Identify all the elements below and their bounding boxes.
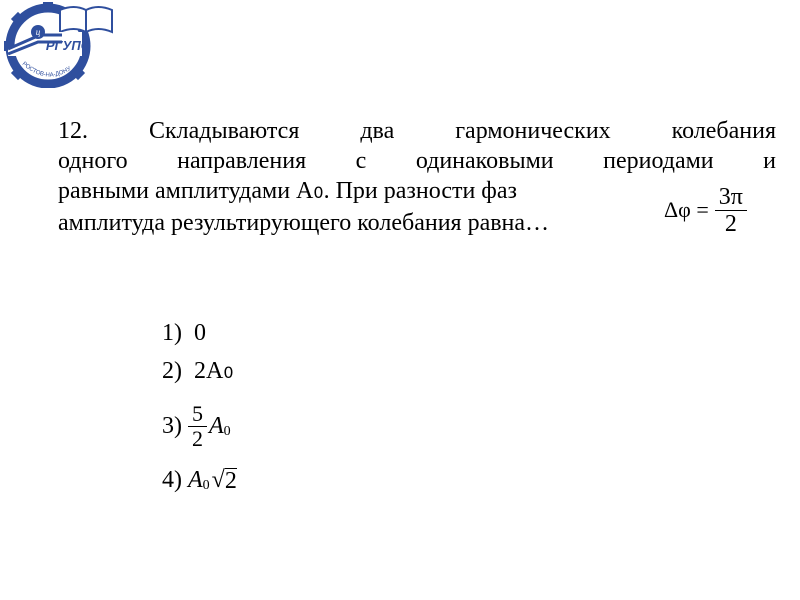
sqrt-icon: √ (211, 466, 225, 493)
logo-subtext: РОСТОВ-НА-ДОНУ (20, 61, 73, 79)
logo-text: РГУПС (45, 38, 91, 53)
question-line-3: равными амплитудами А0. При разности фаз (58, 178, 517, 204)
question-line-4: амплитуда результирующего колебания равна… (58, 210, 550, 236)
option-3-fraction: $\frac{5}{2}$ (188, 402, 207, 451)
option-1[interactable]: 1) 0 (162, 320, 206, 346)
phase-difference-formula: Δφ = $\frac{3\pi}{2}$ (664, 180, 747, 240)
question-line-2: одного направления с одинаковыми периодами и (58, 148, 776, 174)
book-icon (60, 7, 112, 32)
university-logo (2, 2, 114, 88)
svg-text:ц: ц (35, 27, 41, 37)
question-line-1: 12. Складываются два гармонических колебания (58, 118, 776, 144)
option-2[interactable]: 2) 2А0 (162, 358, 234, 384)
phase-fraction: $\frac{3\pi}{2}$ (715, 184, 747, 237)
option-4[interactable]: 4) A 0 √ 2 (162, 466, 237, 494)
option-3[interactable]: 3) $\frac{5}{2}$ A 0 (162, 400, 231, 451)
